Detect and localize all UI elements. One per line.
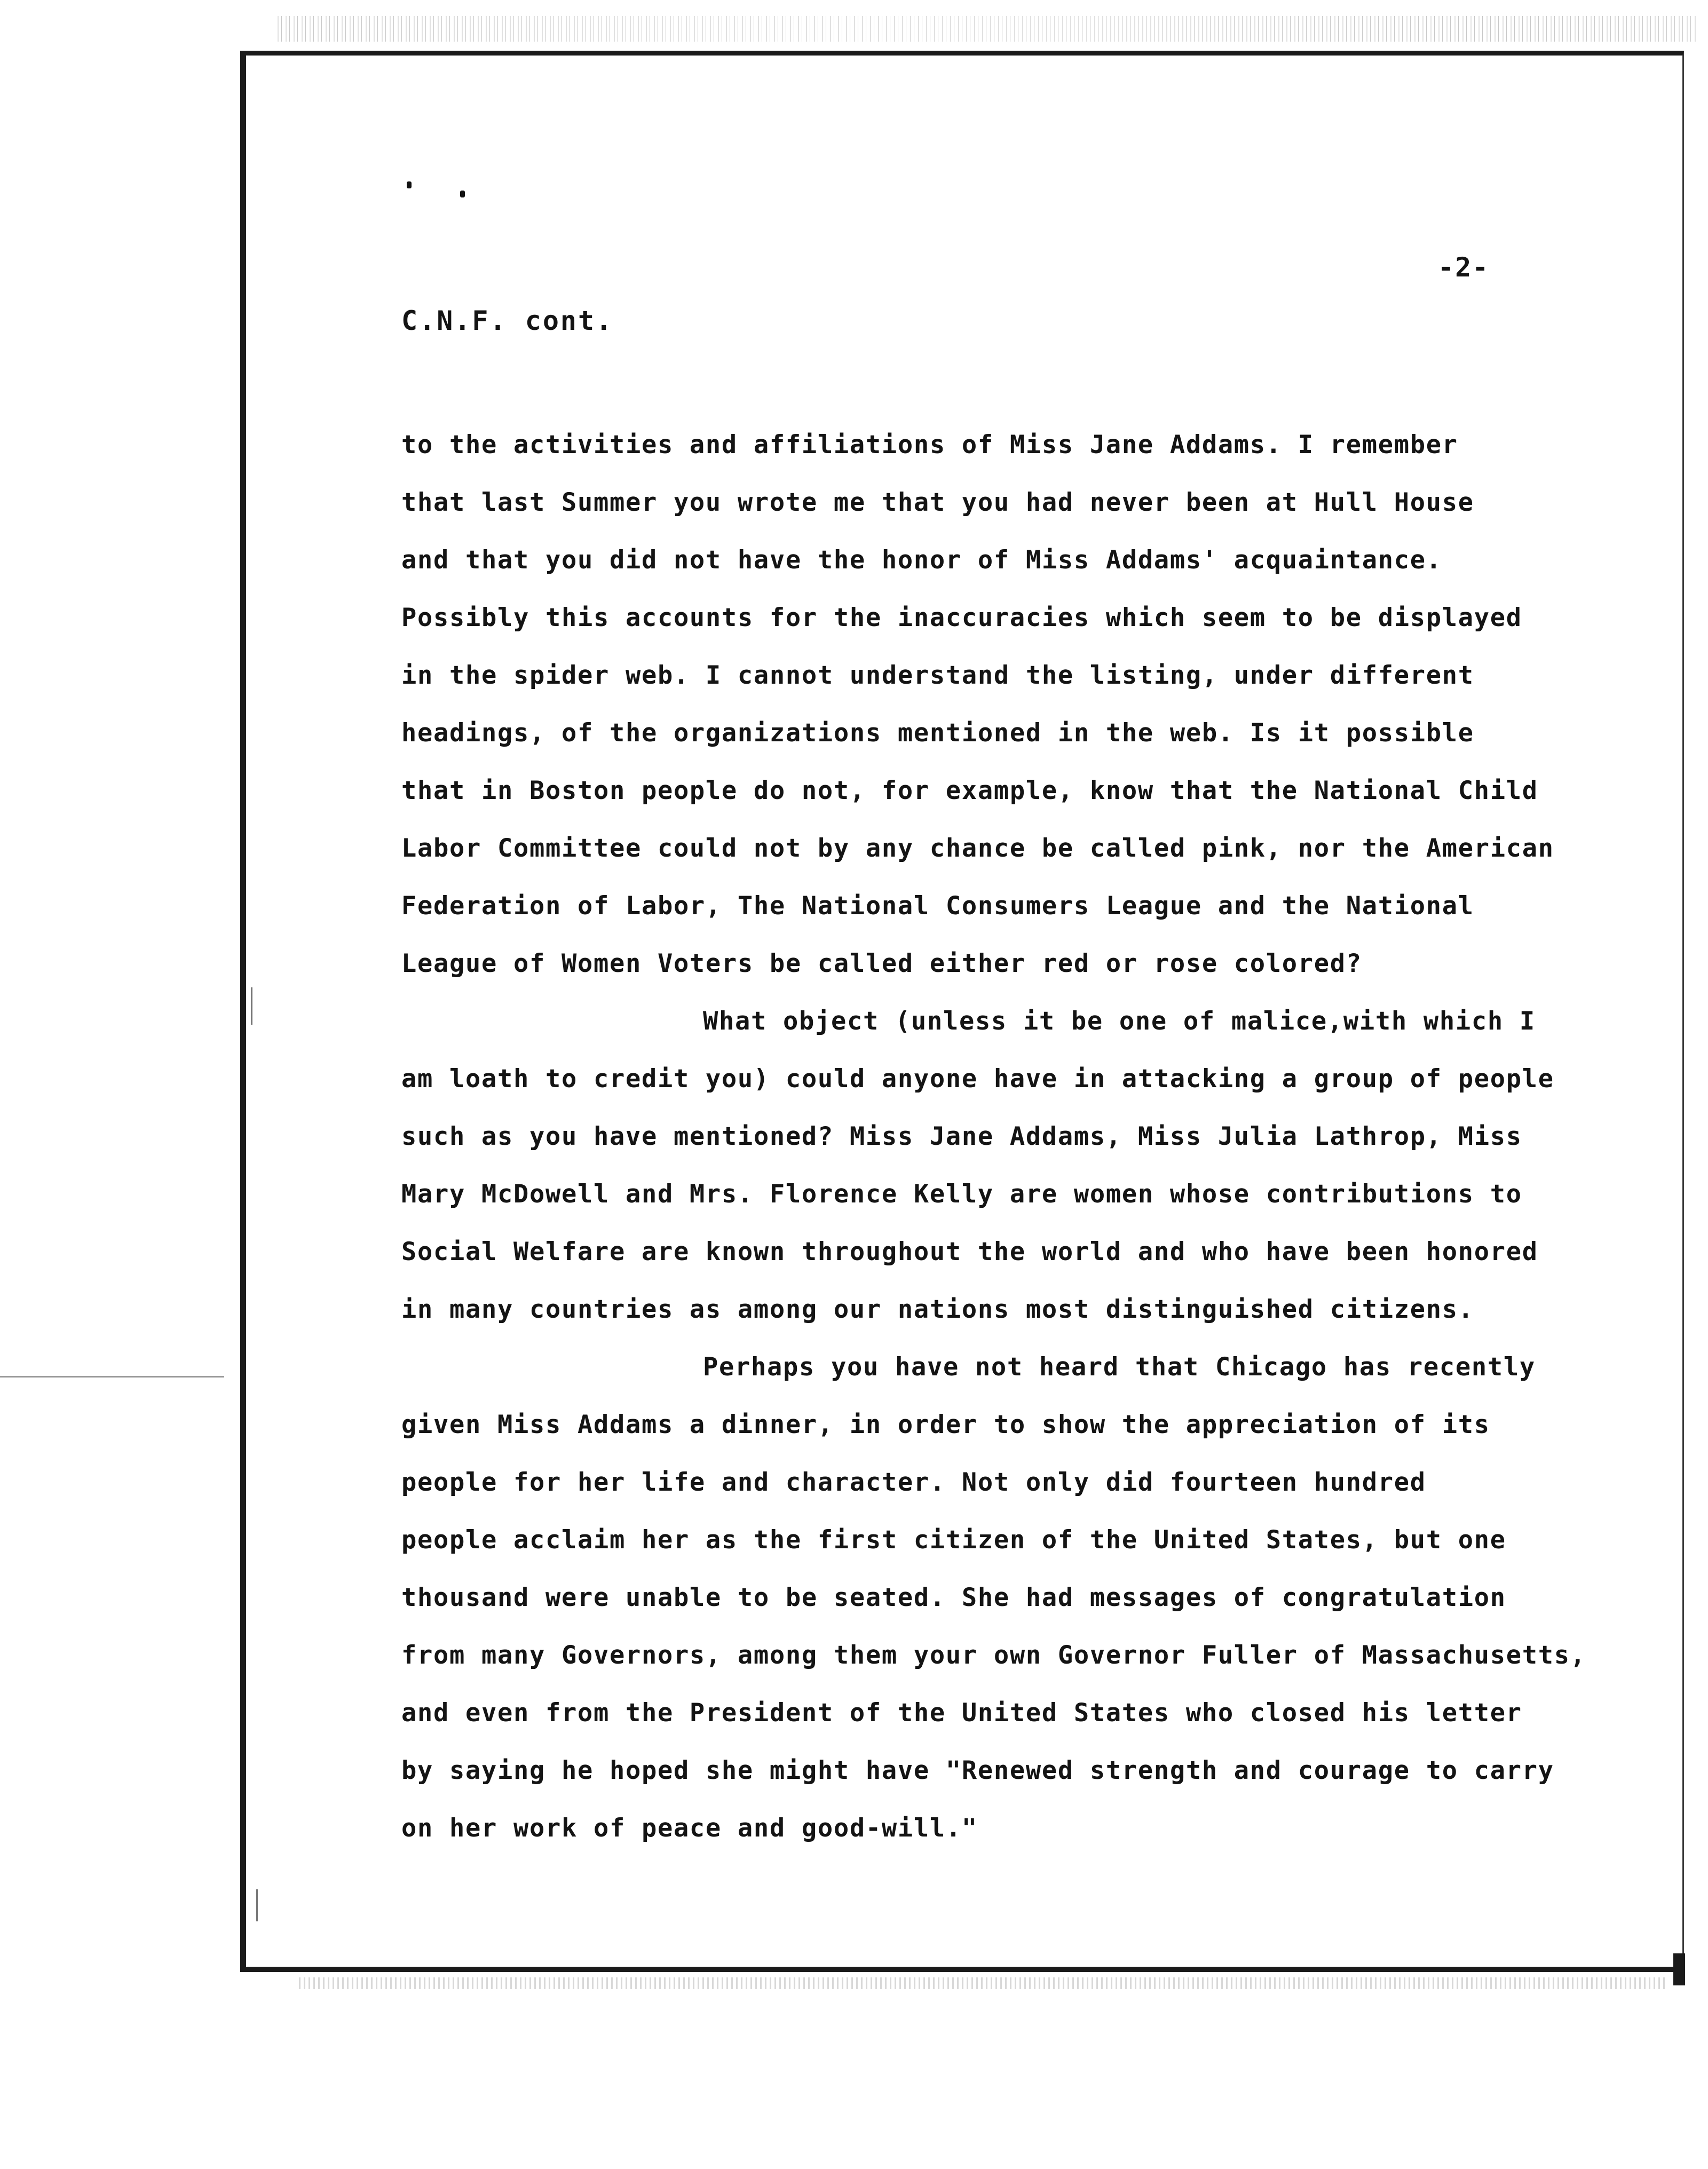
letter-line: and even from the President of the United States who closed his letter bbox=[401, 1698, 1522, 1728]
letter-line: headings, of the organizations mentioned in the web. Is it possible bbox=[401, 718, 1474, 748]
typewriter-stray-mark bbox=[407, 181, 412, 188]
continuation-heading: C.N.F. cont. bbox=[401, 305, 614, 336]
page-corner-shadow bbox=[1673, 1953, 1685, 1985]
letter-line: Mary McDowell and Mrs. Florence Kelly are women whose contributions to bbox=[401, 1180, 1522, 1209]
letter-line: such as you have mentioned? Miss Jane Addams, Miss Julia Lathrop, Miss bbox=[401, 1122, 1522, 1151]
letter-line: that last Summer you wrote me that you had never been at Hull House bbox=[401, 488, 1474, 517]
margin-tick bbox=[251, 987, 252, 1025]
letter-line: Perhaps you have not heard that Chicago has recently bbox=[703, 1352, 1536, 1382]
scan-top-speckle bbox=[278, 16, 1697, 42]
typewriter-stray-mark bbox=[460, 191, 465, 197]
letter-line: Federation of Labor, The National Consumers League and the National bbox=[401, 891, 1474, 921]
scan-bottom-speckle bbox=[299, 1977, 1665, 1989]
letter-line: that in Boston people do not, for example, know that the National Child bbox=[401, 776, 1538, 805]
letter-line: am loath to credit you) could anyone have in attacking a group of people bbox=[401, 1064, 1554, 1094]
letter-line: Labor Committee could not by any chance be called pink, nor the American bbox=[401, 834, 1554, 863]
margin-tick bbox=[256, 1889, 258, 1921]
letter-line: given Miss Addams a dinner, in order to show the appreciation of its bbox=[401, 1410, 1490, 1439]
letter-line: thousand were unable to be seated. She had messages of congratulation bbox=[401, 1583, 1506, 1612]
letter-line: people for her life and character. Not only did fourteen hundred bbox=[401, 1468, 1426, 1497]
scan-margin-rule bbox=[0, 1376, 224, 1378]
letter-line: Possibly this accounts for the inaccuracies which seem to be displayed bbox=[401, 603, 1522, 632]
letter-line: to the activities and affiliations of Miss Jane Addams. I remember bbox=[401, 430, 1458, 460]
letter-line: Social Welfare are known throughout the world and who have been honored bbox=[401, 1237, 1538, 1266]
letter-line: League of Women Voters be called either red or rose colored? bbox=[401, 949, 1362, 978]
page-number: -2- bbox=[1438, 252, 1490, 283]
letter-body bbox=[401, 416, 1650, 1857]
letter-line: by saying he hoped she might have "Renewed strength and courage to carry bbox=[401, 1756, 1554, 1785]
letter-line: on her work of peace and good-will." bbox=[401, 1814, 978, 1843]
letter-line: in many countries as among our nations most distinguished citizens. bbox=[401, 1295, 1474, 1324]
letter-line: from many Governors, among them your own Governor Fuller of Massachusetts, bbox=[401, 1641, 1586, 1670]
letter-line: in the spider web. I cannot understand the listing, under different bbox=[401, 661, 1474, 690]
letter-line: people acclaim her as the first citizen of the United States, but one bbox=[401, 1525, 1506, 1555]
letter-line: What object (unless it be one of malice,with which I bbox=[703, 1007, 1536, 1036]
letter-line: and that you did not have the honor of Miss Addams' acquaintance. bbox=[401, 545, 1442, 575]
